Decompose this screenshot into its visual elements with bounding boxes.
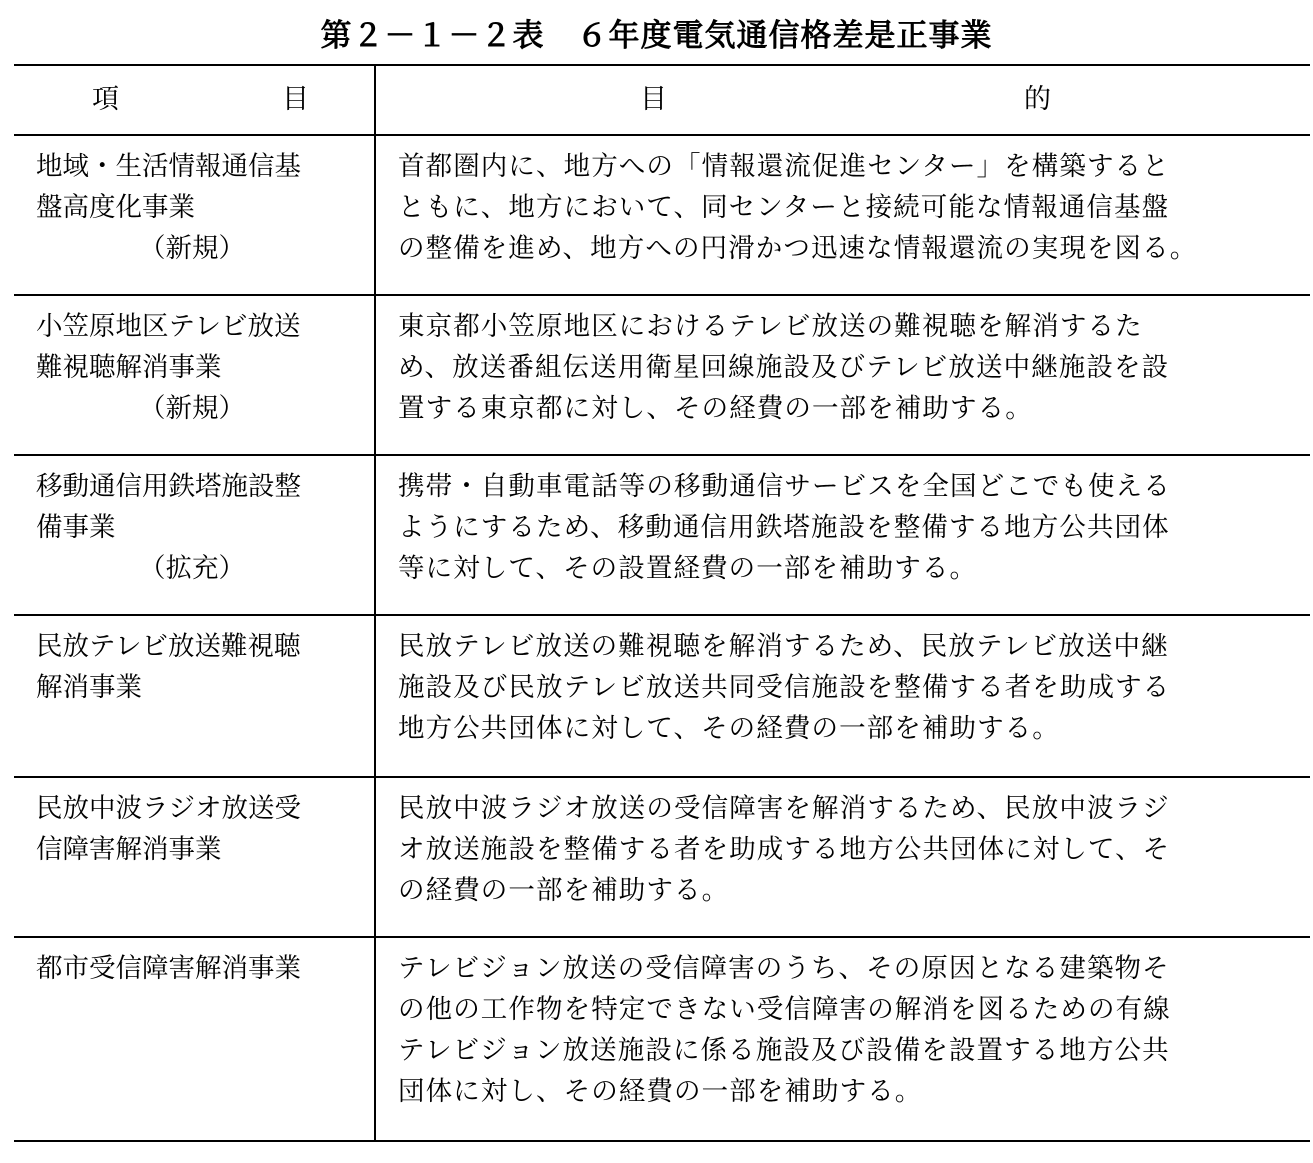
project-name-cell xyxy=(14,455,375,615)
project-purpose-cell xyxy=(375,455,1310,615)
project-name-line: 民放中波ラジオ放送受 xyxy=(36,793,301,824)
purpose-line: オ放送施設を整備する者を助成する地方公共団体に対して、そ xyxy=(398,834,1171,865)
project-name-line: 都市受信障害解消事業 xyxy=(36,953,301,984)
project-purpose-cell xyxy=(375,615,1310,777)
header-purpose-char-2: 的 xyxy=(1024,84,1051,115)
purpose-line: の経費の一部を補助する。 xyxy=(398,875,730,906)
project-name-cell xyxy=(14,777,375,937)
header-item-char-2: 目 xyxy=(282,84,309,115)
project-name-line: 民放テレビ放送難視聴 xyxy=(36,631,301,662)
project-purpose-cell xyxy=(375,937,1310,1141)
project-name-line: 盤高度化事業 xyxy=(36,192,195,223)
project-status-tag: （新規） xyxy=(139,233,245,264)
purpose-line: ようにするため、移動通信用鉄塔施設を整備する地方公共団体 xyxy=(398,512,1170,543)
table-row xyxy=(14,295,1310,455)
project-name-line: 備事業 xyxy=(36,512,116,543)
project-name-line: 地域・生活情報通信基 xyxy=(36,151,301,182)
project-name-line: 信障害解消事業 xyxy=(36,834,222,865)
project-table xyxy=(14,64,1310,1142)
purpose-line: テレビジョン放送施設に係る施設及び設備を設置する地方公共 xyxy=(398,1035,1170,1066)
purpose-line: テレビジョン放送の受信障害のうち、その原因となる建築物そ xyxy=(398,953,1170,984)
purpose-line: 東京都小笠原地区におけるテレビ放送の難視聴を解消するた xyxy=(398,311,1143,342)
purpose-line: 等に対して、その設置経費の一部を補助する。 xyxy=(398,553,978,584)
project-name-cell xyxy=(14,937,375,1141)
header-purpose-cell xyxy=(375,65,1310,135)
header-item-char-1: 項 xyxy=(92,84,119,115)
project-purpose-cell xyxy=(375,135,1310,295)
project-name-line: 移動通信用鉄塔施設整 xyxy=(36,471,301,502)
table-row xyxy=(14,937,1310,1141)
purpose-line: 首都圏内に、地方への「情報還流促進センター」を構築すると xyxy=(398,151,1170,182)
purpose-line: 民放テレビ放送の難視聴を解消するため、民放テレビ放送中継 xyxy=(398,631,1169,662)
table-row xyxy=(14,615,1310,777)
purpose-line: 地方公共団体に対して、その経費の一部を補助する。 xyxy=(398,713,1060,744)
header-item-cell xyxy=(14,65,375,135)
header-purpose-char-1: 目 xyxy=(640,84,667,115)
project-name-cell xyxy=(14,135,375,295)
purpose-line: 民放中波ラジオ放送の受信障害を解消するため、民放中波ラジ xyxy=(398,793,1170,824)
project-status-tag: （新規） xyxy=(139,393,245,424)
purpose-line: 団体に対し、その経費の一部を補助する。 xyxy=(398,1076,923,1107)
table-row xyxy=(14,455,1310,615)
project-name-line: 解消事業 xyxy=(36,672,142,703)
purpose-line: 携帯・自動車電話等の移動通信サービスを全国どこでも使える xyxy=(398,471,1171,502)
project-name-line: 小笠原地区テレビ放送 xyxy=(36,311,301,342)
purpose-line: 置する東京都に対し、その経費の一部を補助する。 xyxy=(398,393,1033,424)
project-name-cell xyxy=(14,615,375,777)
table-row xyxy=(14,135,1310,295)
purpose-line: 施設及び民放テレビ放送共同受信施設を整備する者を助成する xyxy=(398,672,1171,703)
purpose-line: の他の工作物を特定できない受信障害の解消を図るための有線 xyxy=(398,994,1171,1025)
project-status-tag: （拡充） xyxy=(139,553,245,584)
project-purpose-cell xyxy=(375,777,1310,937)
purpose-line: の整備を進め、地方への円滑かつ迅速な情報還流の実現を図る。 xyxy=(398,233,1198,264)
purpose-line: め、放送番組伝送用衛星回線施設及びテレビ放送中継施設を設 xyxy=(398,352,1170,383)
table-title: 第２－１－２表 ６年度電気通信格差是正事業 xyxy=(320,18,993,54)
header-row xyxy=(14,65,1310,135)
project-name-line: 難視聴解消事業 xyxy=(36,352,222,383)
table-row xyxy=(14,777,1310,937)
project-name-cell xyxy=(14,295,375,455)
project-purpose-cell xyxy=(375,295,1310,455)
purpose-line: ともに、地方において、同センターと接続可能な情報通信基盤 xyxy=(398,192,1170,223)
